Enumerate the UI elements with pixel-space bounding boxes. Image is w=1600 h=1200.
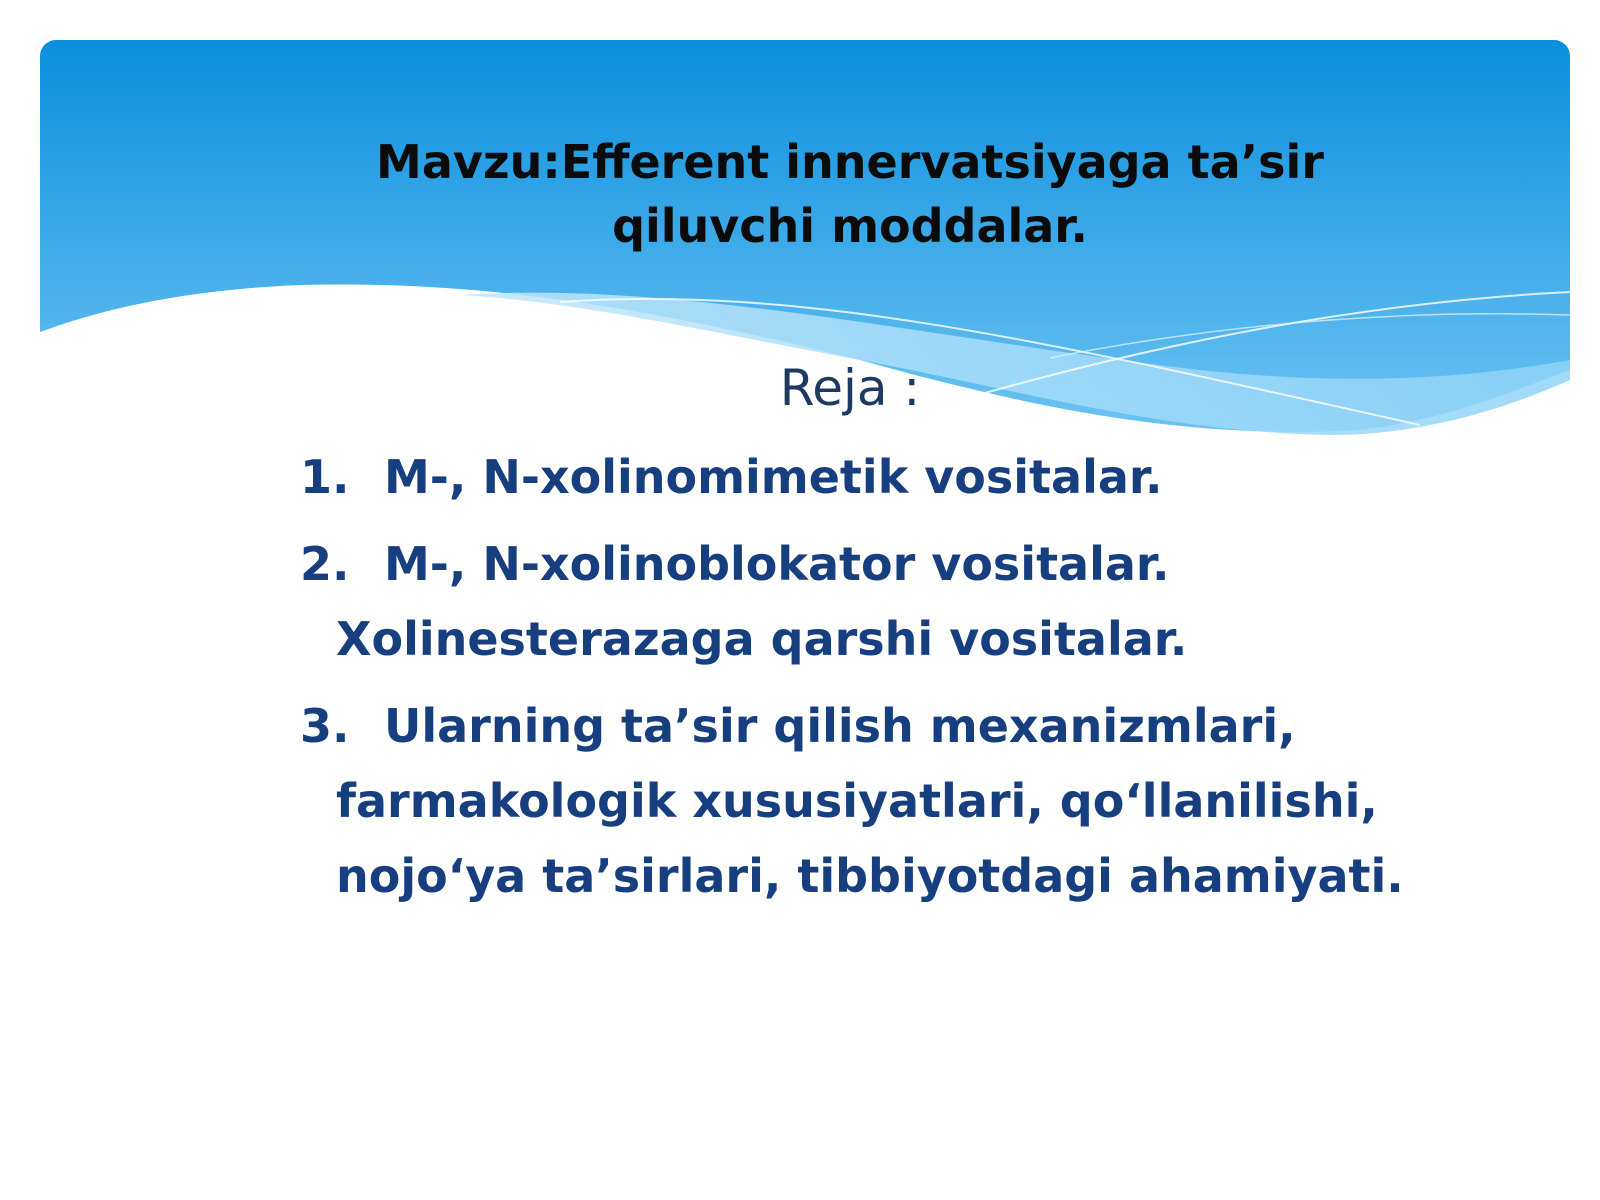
plan-item-number: 2. [300,537,350,591]
plan-item-2 [300,527,1460,677]
plan-item-number: 3. [300,699,350,753]
plan-heading: Reja : [779,359,921,417]
plan-item-1 [300,440,1460,515]
plan-item-text: M-, N-xolinoblokator vositalar. [384,537,1170,591]
plan-item-3 [300,689,1460,914]
slide-title: Mavzu:Efferent innervatsiyaga ta’sir qiluvchi moddalar. [376,135,1324,253]
plan-item-continuation: Xolinesterazaga qarshi vositalar. [336,612,1188,666]
plan-item-number: 1. [300,450,350,504]
plan-list [300,440,1460,926]
plan-item-text: Ularning ta’sir qilish mexanizmlari, [384,699,1296,753]
plan-item-continuation: farmakologik xususiyatlari, qo‘llanilishi, nojo‘ya ta’sirlari, tibbiyotdagi ahamiyati. [336,774,1404,903]
plan-item-text: M-, N-xolinomimetik vositalar. [384,450,1163,504]
